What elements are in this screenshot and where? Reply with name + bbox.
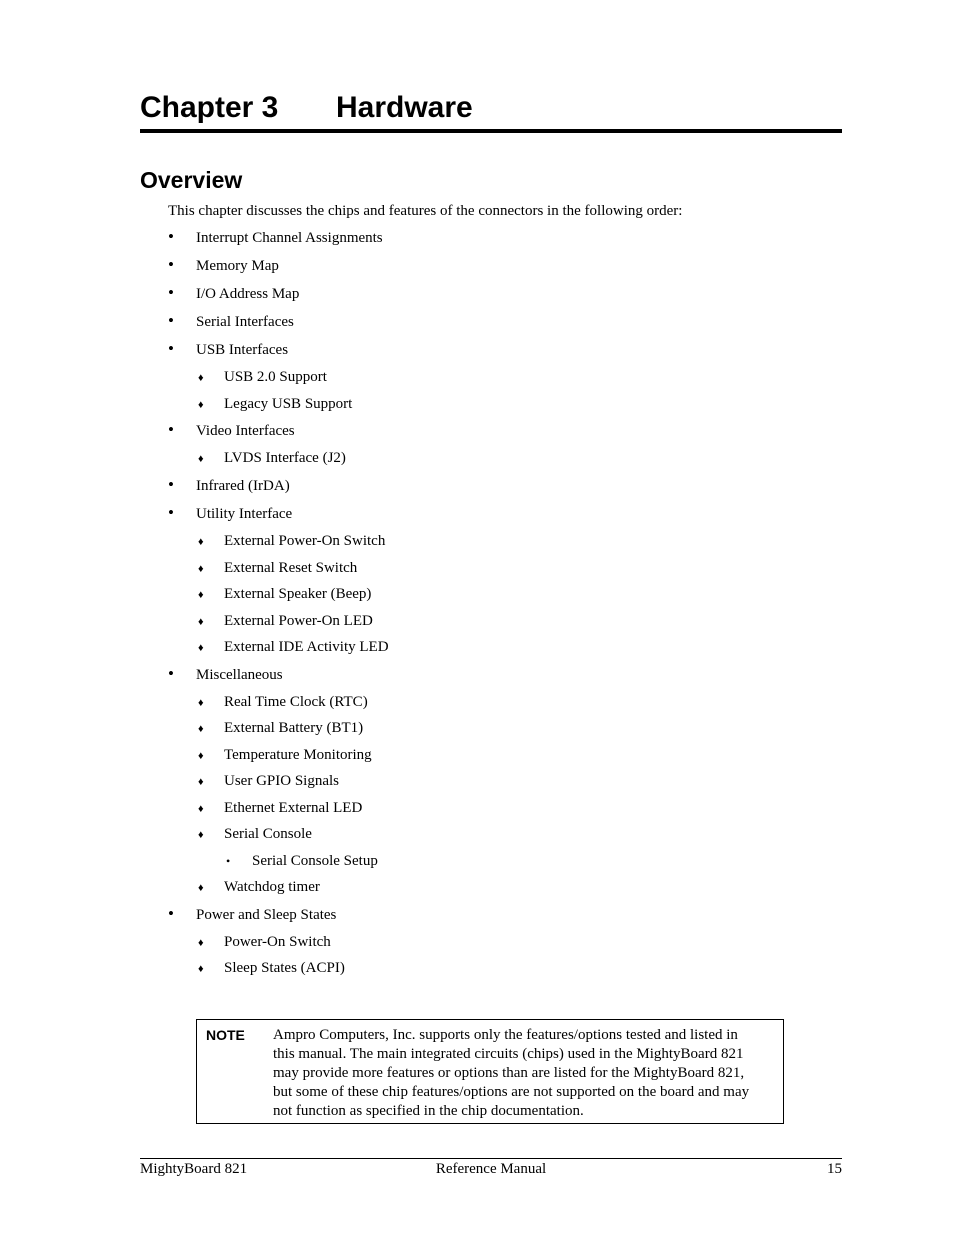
diamond-bullet-icon: ♦ [198, 963, 204, 975]
diamond-bullet-icon: ♦ [198, 750, 204, 762]
intro-paragraph: This chapter discusses the chips and features of the connectors in the following order: [168, 203, 683, 219]
note-line: this manual. The main integrated circuits (chips) used in the MightyBoard 821 [273, 1046, 744, 1062]
note-line: but some of these chip features/options are not supported on the board and may [273, 1084, 750, 1100]
bullet-icon: • [168, 904, 174, 923]
diamond-bullet-icon: ♦ [198, 697, 204, 709]
list-item-text: Legacy USB Support [224, 396, 353, 412]
section-title: Overview [140, 167, 243, 193]
diamond-bullet-icon: ♦ [198, 882, 204, 894]
list-item-text: External Power-On LED [224, 613, 373, 629]
note-box [196, 1019, 784, 1124]
footer-product: MightyBoard 821 [140, 1161, 248, 1177]
bullet-icon: • [168, 664, 174, 683]
diamond-bullet-icon: ♦ [198, 803, 204, 815]
diamond-bullet-icon: ♦ [198, 937, 204, 949]
list-item-text: I/O Address Map [196, 286, 300, 302]
bullet-icon: • [168, 227, 174, 246]
diamond-bullet-icon: ♦ [198, 453, 204, 465]
list-item-text: External Reset Switch [224, 560, 358, 576]
note-line: may provide more features or options than are listed for the MightyBoard 821, [273, 1065, 745, 1081]
diamond-bullet-icon: ♦ [198, 829, 204, 841]
diamond-bullet-icon: ♦ [198, 776, 204, 788]
list-item-text: Watchdog timer [224, 879, 320, 895]
list-item-text: Serial Console [224, 826, 312, 842]
chapter-title: Hardware [336, 91, 473, 124]
list-item-text: External Power-On Switch [224, 533, 386, 549]
diamond-bullet-icon: ♦ [198, 372, 204, 384]
diamond-bullet-icon: ♦ [198, 723, 204, 735]
chapter-rule [140, 129, 842, 133]
bullet-icon: • [226, 854, 231, 868]
list-item-text: Infrared (IrDA) [196, 478, 290, 494]
bullet-icon: • [168, 311, 174, 330]
footer-manual-title: Reference Manual [435, 1161, 547, 1177]
diamond-bullet-icon: ♦ [198, 616, 204, 628]
list-item-text: Serial Interfaces [196, 314, 294, 330]
bullet-icon: • [168, 420, 174, 439]
list-item-text: LVDS Interface (J2) [224, 450, 346, 466]
diamond-bullet-icon: ♦ [198, 642, 204, 654]
note-line: Ampro Computers, Inc. supports only the features/options tested and listed in [273, 1027, 738, 1043]
list-item-text: USB Interfaces [196, 342, 289, 358]
list-item-text: Memory Map [196, 258, 279, 274]
note-line: not function as specified in the chip documentation. [273, 1103, 584, 1119]
list-item-text: External IDE Activity LED [224, 639, 389, 655]
list-item-text: Utility Interface [196, 506, 293, 522]
list-item-text: Serial Console Setup [252, 853, 378, 869]
diamond-bullet-icon: ♦ [198, 589, 204, 601]
list-item-text: Video Interfaces [196, 423, 295, 439]
diamond-bullet-icon: ♦ [198, 399, 204, 411]
list-item-text: External Battery (BT1) [224, 720, 364, 736]
list-item-text: Temperature Monitoring [224, 747, 372, 763]
bullet-icon: • [168, 255, 174, 274]
footer-rule [140, 1158, 842, 1159]
list-item-text: User GPIO Signals [224, 773, 339, 789]
list-item-text: Interrupt Channel Assignments [196, 230, 383, 246]
chapter-heading [140, 88, 842, 128]
list-item-text: Power and Sleep States [196, 907, 337, 923]
bullet-icon: • [168, 503, 174, 522]
diamond-bullet-icon: ♦ [198, 563, 204, 575]
diamond-bullet-icon: ♦ [198, 536, 204, 548]
chapter-number: Chapter 3 [140, 91, 279, 124]
list-item-text: External Speaker (Beep) [224, 586, 372, 602]
bullet-icon: • [168, 339, 174, 358]
list-item-text: Sleep States (ACPI) [224, 960, 345, 976]
list-item-text: Miscellaneous [196, 667, 283, 683]
bullet-icon: • [168, 283, 174, 302]
list-item-text: Real Time Clock (RTC) [224, 694, 368, 710]
note-text [273, 1026, 773, 1121]
note-label: NOTE [206, 1027, 245, 1043]
list-item-text: Ethernet External LED [224, 800, 363, 816]
bullet-icon: • [168, 475, 174, 494]
footer-page-number: 15 [827, 1161, 842, 1177]
list-item-text: Power-On Switch [224, 934, 331, 950]
list-item-text: USB 2.0 Support [224, 369, 327, 385]
